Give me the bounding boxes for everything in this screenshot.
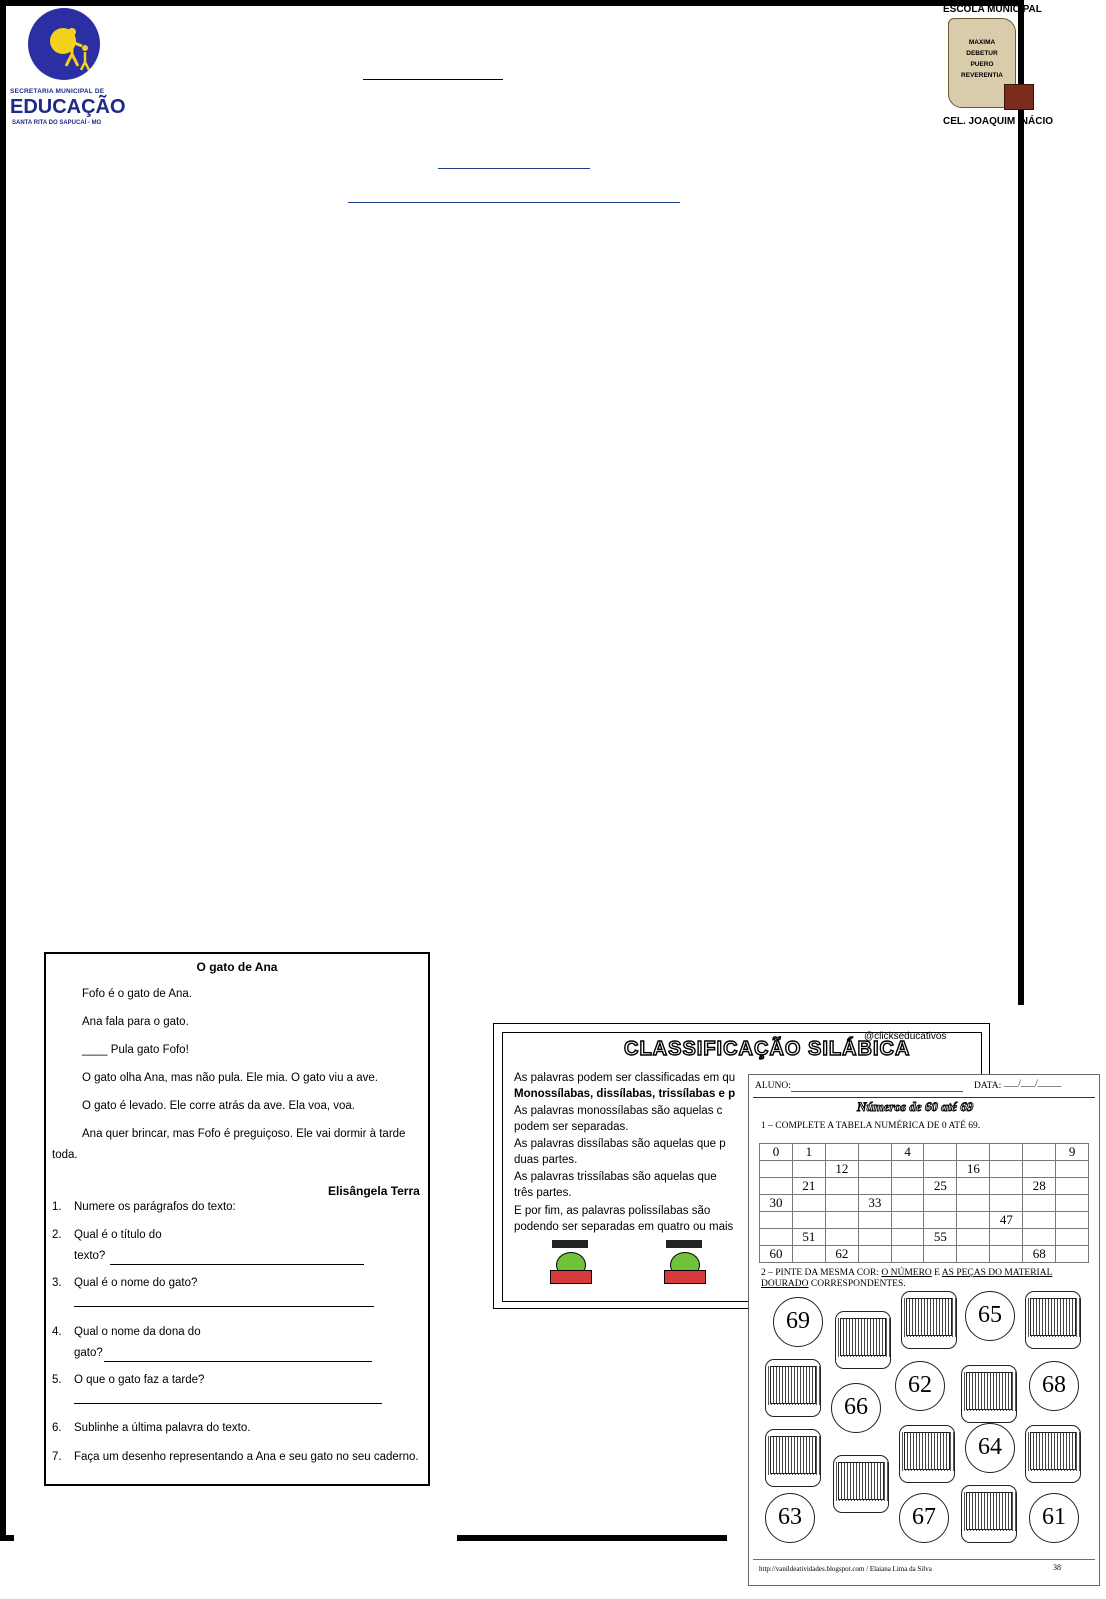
paragraph-2: Ana fala para o gato.: [82, 1016, 189, 1028]
number-circle[interactable]: 63: [765, 1493, 815, 1543]
page-border-right: [1018, 0, 1024, 1005]
question-4-cont: gato?: [74, 1347, 103, 1359]
base-ten-blocks[interactable]: [1025, 1291, 1081, 1349]
date-slots[interactable]: ___/___/_____: [1004, 1079, 1062, 1089]
table-cell[interactable]: [792, 1161, 825, 1178]
table-cell[interactable]: [957, 1246, 990, 1263]
table-cell[interactable]: [924, 1195, 957, 1212]
seal-bottom-text: CEL. JOAQUIM INÁCIO: [943, 116, 1054, 127]
education-secretariat-logo: [10, 8, 125, 128]
question-4: Qual o nome da dona do: [74, 1326, 201, 1338]
table-cell[interactable]: [1023, 1161, 1056, 1178]
table-cell[interactable]: [858, 1246, 891, 1263]
logo-text-line1: SECRETARIA MUNICIPAL DE: [10, 88, 105, 95]
table-cell[interactable]: [858, 1212, 891, 1229]
question-number: 7.: [52, 1451, 62, 1463]
number-circle[interactable]: 62: [895, 1361, 945, 1411]
paragraph-3: ____ Pula gato Fofo!: [82, 1044, 189, 1056]
table-cell[interactable]: [858, 1178, 891, 1195]
student-label: ALUNO:: [755, 1081, 791, 1091]
table-cell[interactable]: [990, 1246, 1023, 1263]
table-cell[interactable]: [891, 1246, 924, 1263]
table-cell: 9: [1056, 1144, 1089, 1161]
table-cell: 21: [792, 1178, 825, 1195]
table-cell[interactable]: [825, 1178, 858, 1195]
table-cell: 16: [957, 1161, 990, 1178]
table-cell[interactable]: [792, 1212, 825, 1229]
question-2-cont: DOURADO CORRESPONDENTES.: [761, 1279, 906, 1289]
table-row: [760, 1144, 1089, 1161]
table-cell[interactable]: [1023, 1195, 1056, 1212]
table-cell[interactable]: [760, 1229, 793, 1246]
paragraph-1: Fofo é o gato de Ana.: [82, 988, 192, 1000]
logo-text-line2: EDUCAÇÃO: [10, 96, 126, 118]
text-author: Elisângela Terra: [328, 1184, 420, 1198]
table-cell[interactable]: [1023, 1212, 1056, 1229]
table-row: [760, 1229, 1089, 1246]
card-line: E por fim, as palavras polissílabas são: [514, 1205, 711, 1217]
table-cell: 51: [792, 1229, 825, 1246]
question-7: Faça um desenho representando a Ana e seu gato no seu caderno.: [74, 1451, 419, 1463]
table-row: [760, 1246, 1089, 1263]
table-cell[interactable]: [957, 1144, 990, 1161]
base-ten-blocks[interactable]: [1025, 1425, 1081, 1483]
answer-line[interactable]: [110, 1264, 364, 1265]
table-cell: 0: [760, 1144, 793, 1161]
table-cell: 28: [1023, 1178, 1056, 1195]
card-line: Monossílabas, dissílabas, trissílabas e p: [514, 1088, 736, 1100]
question-3: Qual é o nome do gato?: [74, 1277, 198, 1289]
bookworm-icon: [664, 1234, 704, 1284]
card-line: duas partes.: [514, 1154, 578, 1166]
table-cell[interactable]: [760, 1161, 793, 1178]
table-cell[interactable]: [990, 1229, 1023, 1246]
table-cell[interactable]: [891, 1212, 924, 1229]
table-cell[interactable]: [990, 1144, 1023, 1161]
number-circle[interactable]: 69: [773, 1297, 823, 1347]
page-number: 38: [1053, 1563, 1061, 1572]
number-circle[interactable]: 67: [899, 1493, 949, 1543]
table-cell[interactable]: [957, 1229, 990, 1246]
student-name-line[interactable]: [791, 1091, 963, 1092]
seal-motto: MAXIMA DEBETUR PUERO REVERENTIA: [961, 39, 1003, 79]
table-cell[interactable]: [760, 1212, 793, 1229]
globe-icon: [28, 8, 100, 80]
card-line: As palavras dissílabas são aquelas que p: [514, 1138, 726, 1150]
table-cell: 68: [1023, 1246, 1056, 1263]
reading-activity: [44, 952, 430, 1486]
table-cell: 1: [792, 1144, 825, 1161]
question-1: 1 – COMPLETE A TABELA NUMÉRICA DE 0 ATÉ 69.: [761, 1121, 981, 1131]
header-rule-1: [363, 79, 503, 80]
card-line: três partes.: [514, 1187, 572, 1199]
number-circle[interactable]: 61: [1029, 1493, 1079, 1543]
header-rule-3: [348, 202, 680, 203]
table-cell: 25: [924, 1178, 957, 1195]
table-cell[interactable]: [1056, 1246, 1089, 1263]
table-cell[interactable]: [1056, 1229, 1089, 1246]
question-number: 3.: [52, 1277, 62, 1289]
family-figures-icon: [62, 26, 92, 72]
table-cell: 12: [825, 1161, 858, 1178]
base-ten-blocks[interactable]: [835, 1311, 891, 1369]
numbers-worksheet: [748, 1074, 1100, 1586]
table-row: [760, 1161, 1089, 1178]
table-cell[interactable]: [1056, 1178, 1089, 1195]
table-cell: 30: [760, 1195, 793, 1212]
question-6: Sublinhe a última palavra do texto.: [74, 1422, 251, 1434]
base-ten-blocks[interactable]: [765, 1429, 821, 1487]
page-border-top: [0, 0, 1024, 6]
table-cell[interactable]: [825, 1229, 858, 1246]
table-cell[interactable]: [891, 1195, 924, 1212]
question-number: 4.: [52, 1326, 62, 1338]
page-border-bottom-segment: [457, 1535, 727, 1541]
school-seal-logo: [938, 4, 1054, 130]
answer-line[interactable]: [104, 1361, 372, 1362]
table-cell[interactable]: [858, 1161, 891, 1178]
table-cell: 62: [825, 1246, 858, 1263]
paragraph-4: O gato olha Ana, mas não pula. Ele mia. O gato viu a ave.: [82, 1072, 378, 1084]
table-row: [760, 1195, 1089, 1212]
number-circle[interactable]: 65: [965, 1291, 1015, 1341]
table-cell[interactable]: [990, 1195, 1023, 1212]
number-table: [759, 1143, 1089, 1263]
base-ten-blocks[interactable]: [833, 1455, 889, 1513]
table-cell[interactable]: [1023, 1229, 1056, 1246]
question-5: O que o gato faz a tarde?: [74, 1374, 205, 1386]
table-cell: 47: [990, 1212, 1023, 1229]
worksheet-title: Números de 60 até 69: [857, 1099, 974, 1114]
bookworm-icon: [550, 1234, 590, 1284]
question-number: 2.: [52, 1229, 62, 1241]
table-cell[interactable]: [957, 1212, 990, 1229]
table-row: [760, 1212, 1089, 1229]
header-divider: [753, 1097, 1095, 1098]
books-icon: [1004, 84, 1034, 110]
table-cell[interactable]: [792, 1195, 825, 1212]
card-line: podendo ser separadas em quatro ou mais: [514, 1221, 734, 1233]
table-cell[interactable]: [1056, 1161, 1089, 1178]
table-cell[interactable]: [957, 1195, 990, 1212]
base-ten-blocks[interactable]: [899, 1425, 955, 1483]
question-number: 6.: [52, 1422, 62, 1434]
page-border-left: [0, 0, 6, 1540]
number-circle[interactable]: 64: [965, 1423, 1015, 1473]
table-cell: 33: [858, 1195, 891, 1212]
header-rule-2: [438, 168, 590, 169]
table-cell[interactable]: [792, 1246, 825, 1263]
base-ten-blocks[interactable]: [961, 1485, 1017, 1543]
date-label: DATA:: [974, 1081, 1002, 1091]
table-cell[interactable]: [924, 1144, 957, 1161]
paragraph-5: O gato é levado. Ele corre atrás da ave. Ela voa, voa.: [82, 1100, 355, 1112]
paragraph-6-end: toda.: [52, 1149, 78, 1161]
table-cell[interactable]: [760, 1178, 793, 1195]
table-cell[interactable]: [1056, 1212, 1089, 1229]
base-ten-blocks[interactable]: [765, 1359, 821, 1417]
question-2-cont: texto?: [74, 1250, 106, 1262]
seal-top-text: ESCOLA MUNICIPAL: [943, 4, 1042, 15]
question-1: Numere os parágrafos do texto:: [74, 1201, 236, 1213]
card-line: As palavras trissílabas são aquelas que: [514, 1171, 717, 1183]
number-circle[interactable]: 68: [1029, 1361, 1079, 1411]
number-circle[interactable]: 66: [831, 1383, 881, 1433]
table-cell[interactable]: [990, 1178, 1023, 1195]
table-cell: 4: [891, 1144, 924, 1161]
base-ten-blocks[interactable]: [901, 1291, 957, 1349]
table-cell[interactable]: [924, 1246, 957, 1263]
logo-text-line3: SANTA RITA DO SAPUCAÍ - MG: [12, 120, 102, 126]
table-cell[interactable]: [957, 1178, 990, 1195]
question-number: 5.: [52, 1374, 62, 1386]
question-2: Qual é o título do: [74, 1229, 162, 1241]
table-cell: 55: [924, 1229, 957, 1246]
page-border-bottom: [0, 1535, 14, 1541]
table-cell[interactable]: [825, 1212, 858, 1229]
footer-divider: [753, 1559, 1095, 1560]
table-row: [760, 1178, 1089, 1195]
table-cell[interactable]: [924, 1161, 957, 1178]
question-number: 1.: [52, 1201, 62, 1213]
card-line: As palavras monossílabas são aquelas c: [514, 1105, 723, 1117]
text-title: O gato de Ana: [196, 960, 278, 974]
answer-line[interactable]: [74, 1306, 374, 1307]
card-line: As palavras podem ser classificadas em qu: [514, 1072, 736, 1084]
paragraph-6: Ana quer brincar, mas Fofo é preguiçoso. Ele vai dormir à tarde: [82, 1128, 406, 1140]
card-handle: @clickseducativos: [864, 1031, 947, 1042]
table-cell[interactable]: [924, 1212, 957, 1229]
card-line: podem ser separadas.: [514, 1121, 629, 1133]
table-cell[interactable]: [891, 1178, 924, 1195]
card-title: CLASSIFICAÇÃO SILÁBICA: [624, 1038, 911, 1060]
table-cell[interactable]: [1056, 1195, 1089, 1212]
table-cell[interactable]: [891, 1229, 924, 1246]
table-cell[interactable]: [858, 1229, 891, 1246]
question-2: 2 – PINTE DA MESMA COR: O NÚMERO E AS PEÇAS DO MATERIAL: [761, 1268, 1053, 1278]
footer-credit: http://vanildeatividades.blogspot.com / Elaiana Lima da Silva: [759, 1565, 932, 1573]
table-cell: 60: [760, 1246, 793, 1263]
table-cell[interactable]: [825, 1195, 858, 1212]
base-ten-blocks[interactable]: [961, 1365, 1017, 1423]
answer-line[interactable]: [74, 1403, 382, 1404]
table-cell[interactable]: [990, 1161, 1023, 1178]
table-cell[interactable]: [891, 1161, 924, 1178]
table-cell[interactable]: [1023, 1144, 1056, 1161]
table-cell[interactable]: [825, 1144, 858, 1161]
table-cell[interactable]: [858, 1144, 891, 1161]
